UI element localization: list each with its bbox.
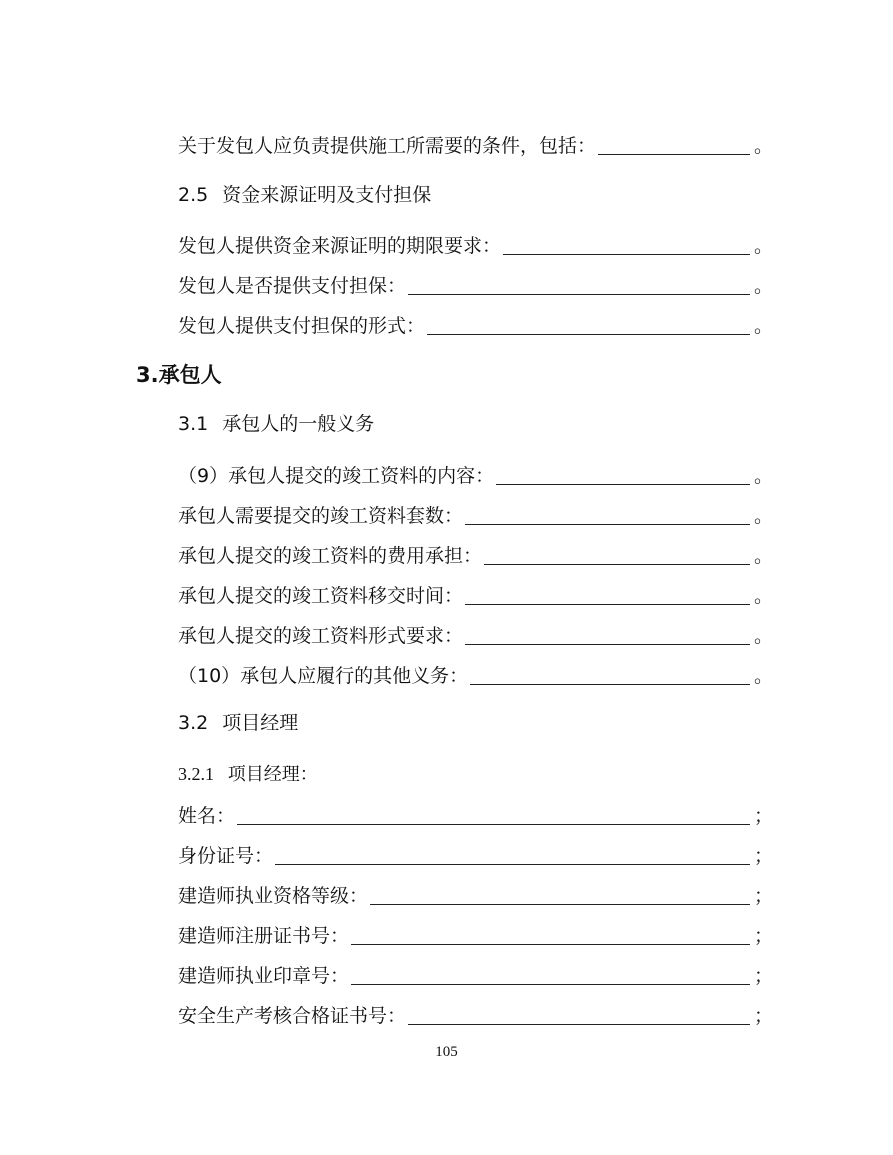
safety-cert-end: ； xyxy=(754,1005,774,1027)
obligation-line xyxy=(178,460,774,488)
obligation-blank[interactable] xyxy=(496,483,750,485)
obligation-label: 承包人提交的竣工资料形式要求： xyxy=(178,625,464,647)
manager-name-blank[interactable] xyxy=(237,823,750,825)
page-number: 105 xyxy=(435,1044,458,1060)
fund-proof-deadline-label: 发包人提供资金来源证明的期限要求： xyxy=(178,235,502,257)
heading-2-5-title: 资金来源证明及支付担保 xyxy=(222,184,432,206)
heading-3-2-1 xyxy=(178,762,318,787)
obligation-label: （9）承包人提交的竣工资料的内容： xyxy=(178,465,495,487)
heading-3-1 xyxy=(178,412,374,436)
obligation-label: 承包人提交的竣工资料的费用承担： xyxy=(178,545,483,567)
manager-name-label: 姓名： xyxy=(178,805,236,827)
seal-number-end: ； xyxy=(754,965,774,987)
conditions-end: 。 xyxy=(754,135,774,157)
payment-guarantee-line xyxy=(178,270,774,298)
conditions-label: 关于发包人应负责提供施工所需要的条件，包括： xyxy=(178,135,597,157)
conditions-line xyxy=(178,130,774,158)
guarantee-form-end: 。 xyxy=(754,315,774,337)
obligation-end: 。 xyxy=(754,465,774,487)
safety-cert-blank[interactable] xyxy=(408,1023,750,1025)
heading-2-5 xyxy=(178,183,431,207)
safety-cert-line xyxy=(178,1000,774,1028)
obligation-blank[interactable] xyxy=(465,603,750,605)
fund-proof-deadline-end: 。 xyxy=(754,235,774,257)
manager-id-label: 身份证号： xyxy=(178,845,274,867)
obligation-label: （10）承包人应履行的其他义务： xyxy=(178,665,469,687)
seal-number-blank[interactable] xyxy=(351,983,750,985)
seal-number-label: 建造师执业印章号： xyxy=(178,965,350,987)
guarantee-form-blank[interactable] xyxy=(427,333,750,335)
obligation-end: 。 xyxy=(754,665,774,687)
obligation-blank[interactable] xyxy=(465,643,750,645)
qualification-level-label: 建造师执业资格等级： xyxy=(178,885,369,907)
obligation-blank[interactable] xyxy=(465,523,750,525)
obligation-end: 。 xyxy=(754,625,774,647)
manager-name-line xyxy=(178,800,774,828)
obligation-line xyxy=(178,500,774,528)
registration-cert-blank[interactable] xyxy=(351,943,750,945)
obligation-label: 承包人需要提交的竣工资料套数： xyxy=(178,505,464,527)
obligation-end: 。 xyxy=(754,585,774,607)
guarantee-form-label: 发包人提供支付担保的形式： xyxy=(178,315,426,337)
payment-guarantee-end: 。 xyxy=(754,275,774,297)
manager-id-blank[interactable] xyxy=(275,863,750,865)
obligation-blank[interactable] xyxy=(484,563,750,565)
heading-3-1-title: 承包人的一般义务 xyxy=(222,413,375,435)
payment-guarantee-blank[interactable] xyxy=(408,293,750,295)
guarantee-form-line xyxy=(178,310,774,338)
qualification-level-blank[interactable] xyxy=(370,903,750,905)
qualification-level-end: ； xyxy=(754,885,774,907)
obligation-end: 。 xyxy=(754,505,774,527)
obligation-line xyxy=(178,540,774,568)
heading-3-2-1-title: 项目经理： xyxy=(227,764,318,785)
heading-3-2 xyxy=(178,711,298,735)
obligation-line xyxy=(178,620,774,648)
registration-cert-line xyxy=(178,920,774,948)
safety-cert-label: 安全生产考核合格证书号： xyxy=(178,1005,407,1027)
manager-id-line xyxy=(178,840,774,868)
manager-id-end: ； xyxy=(754,845,774,867)
heading-3-2-number: 3.2 xyxy=(178,712,209,734)
obligation-label: 承包人提交的竣工资料移交时间： xyxy=(178,585,464,607)
heading-3-1-number: 3.1 xyxy=(178,413,209,435)
seal-number-line xyxy=(178,960,774,988)
section-3-title: 3.承包人 xyxy=(136,363,222,387)
obligation-end: 。 xyxy=(754,545,774,567)
heading-2-5-number: 2.5 xyxy=(178,184,209,206)
obligation-line xyxy=(178,660,774,688)
manager-name-end: ； xyxy=(754,805,774,827)
obligation-blank[interactable] xyxy=(470,683,750,685)
payment-guarantee-label: 发包人是否提供支付担保： xyxy=(178,275,407,297)
qualification-level-line xyxy=(178,880,774,908)
obligation-line xyxy=(178,580,774,608)
registration-cert-label: 建造师注册证书号： xyxy=(178,925,350,947)
fund-proof-deadline-line xyxy=(178,230,774,258)
heading-3-2-title: 项目经理 xyxy=(222,712,299,734)
fund-proof-deadline-blank[interactable] xyxy=(503,253,750,255)
conditions-blank[interactable] xyxy=(598,153,750,155)
heading-3-2-1-number: 3.2.1 xyxy=(178,764,214,784)
registration-cert-end: ； xyxy=(754,925,774,947)
